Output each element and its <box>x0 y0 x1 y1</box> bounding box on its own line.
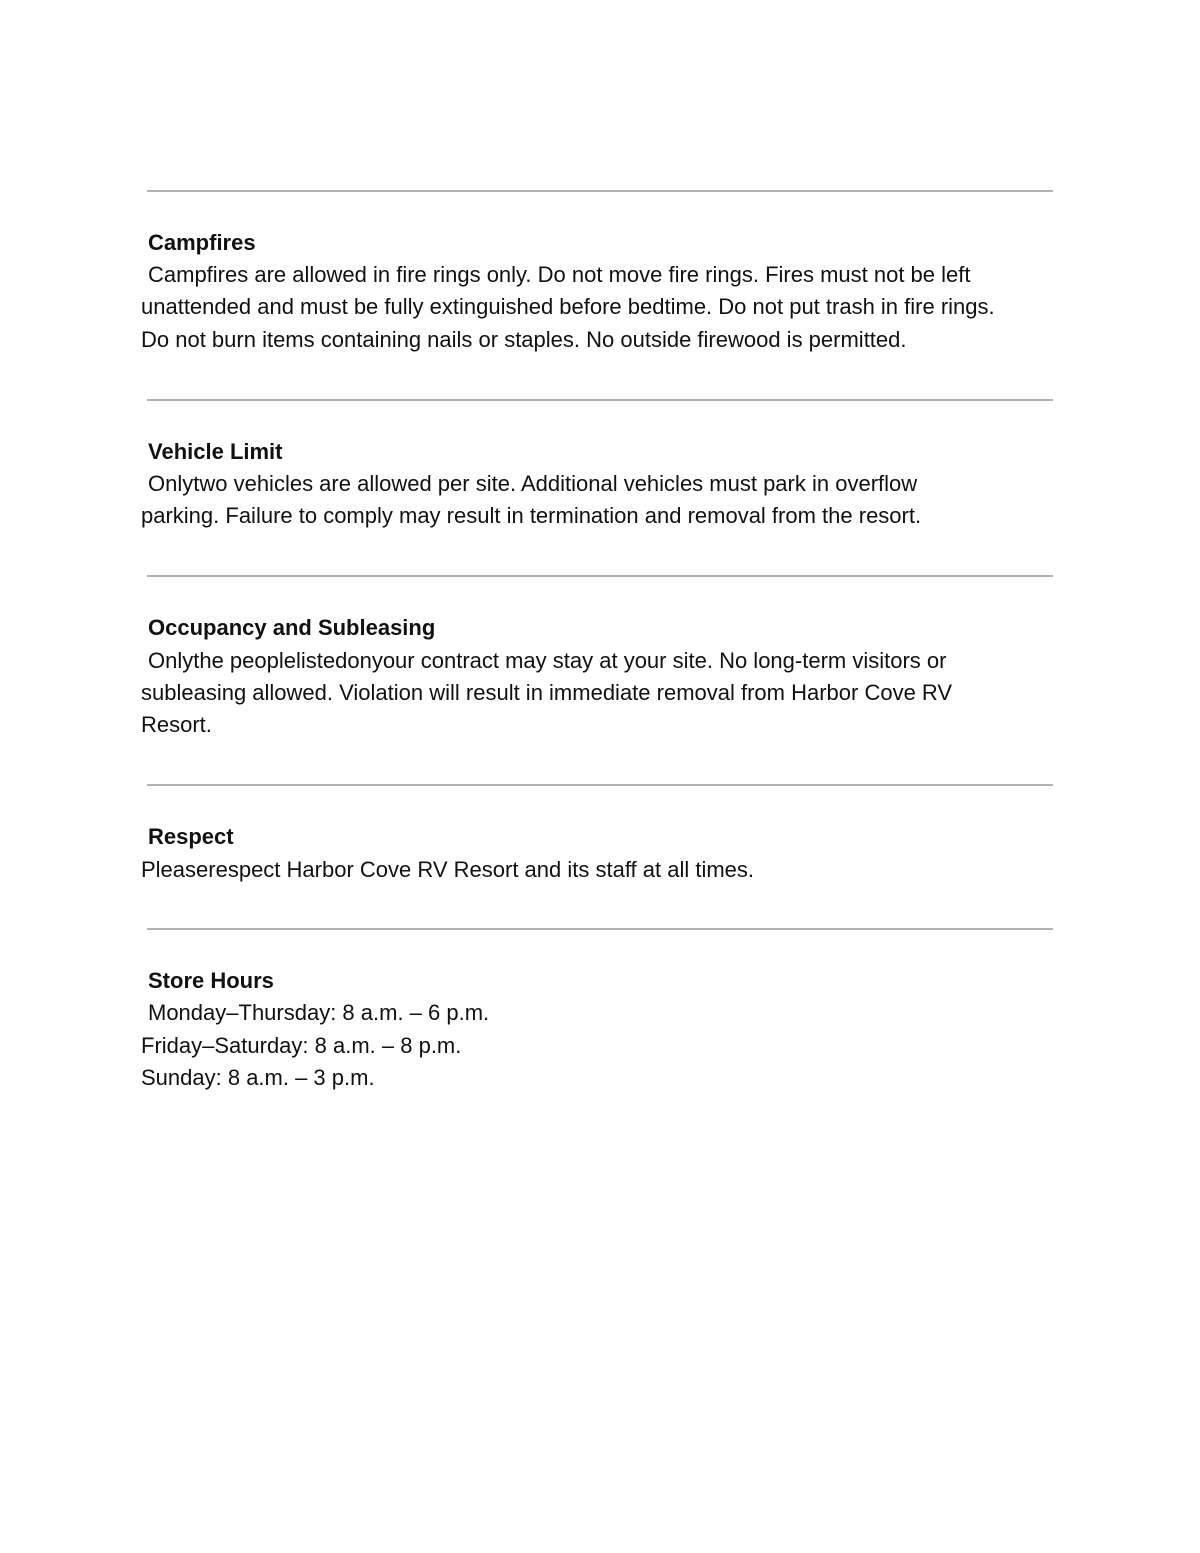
section-heading-occupancy: Occupancy and Subleasing <box>148 615 436 640</box>
occupancy-text-line: Onlythe peoplelistedonyour contract may stay at your site. No long-term visitors or <box>148 648 947 673</box>
occupancy-text-line: Resort. <box>141 712 212 737</box>
respect-text-line: Pleaserespect Harbor Cove RV Resort and its staff at all times. <box>141 857 755 882</box>
store-hours-line: Friday–Saturday: 8 a.m. – 8 p.m. <box>141 1033 462 1058</box>
section-heading-store-hours: Store Hours <box>148 968 274 993</box>
section-heading-respect: Respect <box>148 824 234 849</box>
campfires-text-line: unattended and must be fully extinguished before bedtime. Do not put trash in fire rings. <box>141 294 995 319</box>
section-divider <box>147 399 1053 401</box>
section-divider <box>147 190 1053 192</box>
campfires-text-line: Campfires are allowed in fire rings only. Do not move fire rings. Fires must not be left <box>148 262 971 287</box>
section-divider <box>147 575 1053 577</box>
section-heading-campfires: Campfires <box>148 230 256 255</box>
occupancy-text-line: subleasing allowed. Violation will result in immediate removal from Harbor Cove RV <box>141 680 953 705</box>
section-divider <box>147 928 1053 930</box>
vehicle-limit-text-line: Onlytwo vehicles are allowed per site. Additional vehicles must park in overflow <box>148 471 918 496</box>
store-hours-line: Monday–Thursday: 8 a.m. – 6 p.m. <box>148 1000 490 1025</box>
section-divider <box>147 784 1053 786</box>
campfires-text-line: Do not burn items containing nails or staples. No outside firewood is permitted. <box>141 327 907 352</box>
section-heading-vehicle-limit: Vehicle Limit <box>148 439 283 464</box>
vehicle-limit-text-line: parking. Failure to comply may result in termination and removal from the resort. <box>141 503 922 528</box>
store-hours-line: Sunday: 8 a.m. – 3 p.m. <box>141 1065 375 1090</box>
